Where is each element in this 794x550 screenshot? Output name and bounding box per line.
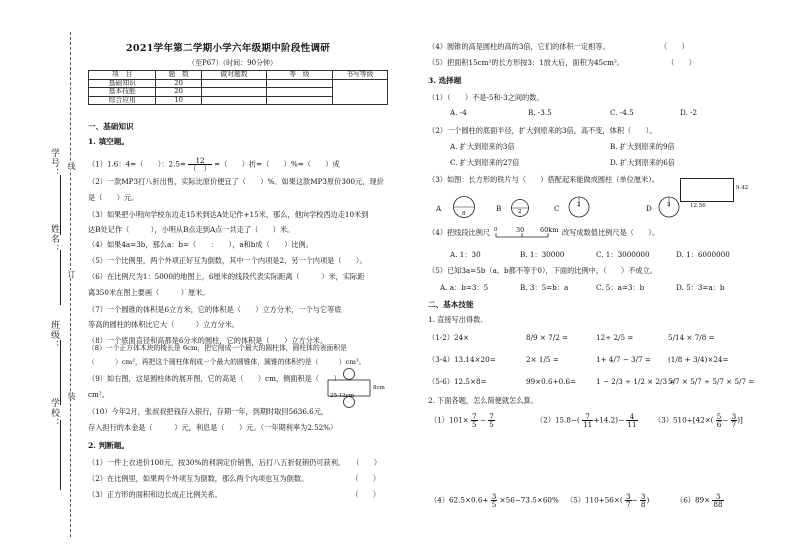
rectangle-figure: [680, 178, 734, 202]
choice-5-option-b[interactable]: B. 3：5=b：a: [520, 283, 569, 292]
fraction-denominator: 5: [489, 420, 494, 429]
question-10-line-1: （9）如右图，这是圆柱体的展开图，它的高是（ ）cm，侧面积是（ ）: [88, 374, 341, 383]
fraction-numerator: 5: [716, 412, 722, 421]
question-7-line-2: 等高的圆柱的体积比它大（ ）立方分米。: [88, 320, 239, 329]
margin-label-school: 学校：: [49, 398, 59, 428]
table-header-cell: 项 目: [89, 71, 156, 80]
fraction-numerator: 7: [582, 413, 593, 421]
score-table-header: [89, 71, 388, 80]
question-9-line-1: （8）一个正方体木块的棱长是 6cm，把它削成一个最大的圆柱体，圆柱体的表面积是: [88, 344, 347, 352]
net-width-label: 25.12cm: [330, 393, 355, 399]
fraction-denominator: 11: [627, 420, 637, 429]
choice-1-option-a[interactable]: A. -4: [450, 108, 467, 117]
calc-item: （5-6）12.5×8=: [428, 377, 487, 386]
part-heading-fill: 1. 填空题。: [88, 137, 129, 146]
table-cell[interactable]: [201, 88, 266, 97]
choice-1: （1）（ ）不是-5和-3之间的数。: [428, 93, 544, 102]
choice-5-option-a[interactable]: A. a：b=3：5: [440, 283, 489, 292]
fraction-numerator: 3: [625, 492, 631, 501]
simplify-text: （4）62.5×0.6+: [430, 495, 489, 505]
rectangle-height-label: 9.42: [736, 185, 749, 191]
margin-label-student-id: 学号：: [49, 148, 59, 178]
scale-label-30: 30: [516, 226, 525, 234]
page-title: 2021学年第二学期小学六年级期中阶段性调研: [126, 43, 331, 54]
simplify-2: （2）15.8−( $\frac{7}{11}$ +14.2)− $\frac{4}{11}$: [536, 412, 637, 429]
circle-c-value: 2: [577, 202, 581, 208]
question-2-line-1: （2）一款MP3打八折出售，实际比原价便宜了（ ）%。如果这款MP3原价300元，现价: [88, 177, 384, 186]
binding-margin: [0, 0, 82, 550]
section-heading-basics: 一、基础知识: [88, 122, 134, 131]
fraction-denominator: 11: [583, 420, 593, 429]
calc-item: 8/9 × 7/2 =: [526, 333, 569, 342]
table-cell[interactable]: [267, 88, 332, 97]
question-1: [88, 157, 340, 172]
margin-label-class: 班级：: [49, 320, 59, 350]
cylinder-net-figure: [318, 368, 380, 408]
school-blank[interactable]: [60, 420, 61, 490]
section-heading-skills: 二、基本技能: [428, 300, 474, 309]
name-blank[interactable]: [60, 250, 61, 305]
simplify-text: （5）110+56×(: [566, 495, 623, 505]
question-2-line-2: 是（ ）元。: [88, 193, 139, 202]
choice-4-option-a[interactable]: A. 1：30: [450, 250, 481, 259]
simplify-text: ×56−73.5×60%: [499, 495, 559, 505]
fraction-numerator: 7: [489, 412, 494, 421]
choice-4-option-d[interactable]: D. 1：6000000: [676, 250, 730, 259]
choice-4-option-b[interactable]: B. 1：30000: [520, 250, 565, 259]
choice-1-option-b[interactable]: B. -3.5: [528, 108, 552, 117]
choice-3: （3）如图：长方形的铁片与（ ）搭配起来能做成圆柱（单位厘米）。: [428, 175, 659, 184]
calc-item: 2× 1/5 =: [526, 355, 559, 364]
question-4: （4）如果4a=3b，那么a：b=（ ： ），a和b成（ ）比例。: [88, 240, 313, 249]
simplify-text: （2）15.8−(: [536, 415, 580, 425]
calc-item: 99×0.6+0.6=: [526, 377, 577, 386]
fraction-numerator: 7: [472, 412, 477, 421]
calc-item: （3-4）13.14×20=: [428, 355, 496, 364]
calc-item: （1-2）24×: [428, 333, 470, 342]
table-cell[interactable]: [201, 96, 266, 105]
fraction-denominator: 6: [716, 420, 722, 429]
margin-marker-bind: 订: [67, 270, 76, 278]
fraction-denominator: 5: [491, 500, 497, 509]
table-cell[interactable]: [267, 96, 332, 105]
question-10-line-2: cm²。: [88, 390, 109, 399]
calc-heading-direct: 1. 直接写出得数。: [428, 315, 488, 324]
circle-b-value: 2: [518, 209, 522, 215]
choice-2-option-a[interactable]: A. 扩大到原来的3倍: [450, 142, 515, 151]
fraction-numerator: 3: [491, 492, 497, 501]
judge-3: （3）正方形的面积和边长成正比例关系。 （ ）: [88, 490, 381, 499]
judge-1: （1）一件上衣进价100元，按30%的利润定价销售，后打八五折促销仍可获利。 （ ）: [88, 458, 382, 467]
question-3-line-2: 达B处记作（ ），小明从B点走到A点一共走了（ ）米。: [88, 225, 295, 234]
table-header-cell: 做对题数: [201, 71, 266, 80]
net-top-circle: [344, 369, 355, 380]
choice-5-option-d[interactable]: D. 5：3=a：b: [676, 283, 725, 292]
question-5: （5）一个比例里，两个外项正好互为倒数，其中一个内项是2，另一个内项是（ ）。: [88, 256, 367, 265]
calc-item: 1+ 4/7 − 3/7 =: [596, 355, 651, 364]
choice-2-option-b[interactable]: B. 扩大到原来的9倍: [610, 142, 675, 151]
calc-item: 12÷ 2/5 =: [596, 333, 634, 342]
question-11-line-1: （10）今年2月，张叔叔把钱存入银行，存期一年，到期时取回5636.6元，: [88, 407, 329, 416]
question-3-line-1: （3）如果把小明向学校东边走15米到达A处记作+15米，那么，他向学校西边走10米到: [88, 210, 369, 219]
simplify-3: （3）510÷[42×( $\frac{5}{6}$ − $\frac{3}{7}$ )]: [654, 412, 743, 429]
table-cell[interactable]: [332, 79, 387, 105]
question-6-line-2: 离350米在图上要画（ ）厘米。: [88, 288, 210, 297]
judge-5: （5）把面积15cm²的长方形按3：1放大后，面积为45cm²。 （ ）: [428, 58, 696, 67]
fraction-denominator: 88: [713, 500, 723, 509]
fraction-numerator: 3: [640, 492, 646, 501]
fraction: [731, 413, 738, 428]
calc-heading-simplify: 2. 下面各题，怎么简便就怎么算。: [428, 396, 538, 405]
fraction-denominator: （ ）: [189, 164, 211, 173]
score-table: [88, 70, 388, 105]
choice-2: （2）一个圆柱的底面半径，扩大到原来的3倍，高不变，体积（ ）。: [428, 126, 657, 135]
choice-3-option-d-label[interactable]: D: [646, 204, 652, 213]
question-7-line-1: （7）一个圆锥的体积是6立方米，它的体积是（ ）立方分米，一个与它等底: [88, 305, 342, 314]
calc-item: 1 − 2/3 ÷ 1/2 × 2/3 =: [596, 377, 676, 386]
table-cell[interactable]: [201, 79, 266, 88]
table-cell: 综合应用: [89, 96, 156, 105]
fraction: [582, 413, 593, 428]
fraction-numerator: 3: [731, 412, 737, 421]
table-cell[interactable]: [267, 79, 332, 88]
net-height-label: 8cm: [373, 385, 385, 391]
table-cell: 基础知识: [89, 79, 156, 88]
question-6-line-1: （6）在比例尺为1：5000的地图上，6厘米的线段代表实际距离（ ）米，实际距: [88, 272, 365, 281]
question-11-line-2: 存入担行的本金是（ ）元，利息是（ ）元。（一年期利率为2.52%）: [88, 423, 338, 432]
fraction: [491, 493, 498, 508]
fraction-numerator: 3: [712, 493, 723, 501]
circle-d-value: 3: [667, 202, 671, 208]
circle-a-value: 8: [462, 211, 466, 217]
choice-4-option-c[interactable]: C. 1：3000000: [596, 250, 650, 259]
fraction-numerator: 4: [626, 413, 637, 421]
margin-marker-line: 线: [67, 162, 76, 170]
fraction-denominator: 7: [625, 500, 631, 509]
calc-item: (1/8 + 3/4)×24=: [668, 355, 729, 364]
fraction-denominator: 8: [640, 500, 646, 509]
simplify-6: [676, 493, 724, 508]
judge-2: （2）在比例里，如果两个外项互为倒数，那么两个内项也互为倒数。 （ ）: [88, 474, 381, 483]
table-header-cell: 题 数: [156, 71, 201, 80]
fraction: [716, 413, 723, 428]
cut-line: [70, 32, 71, 537]
simplify-1: （1）101× $\frac{7}{5}$ − $\frac{7}{5}$: [430, 412, 494, 429]
table-header-cell: 书写等级: [332, 71, 387, 80]
fraction: [625, 493, 632, 508]
part-heading-choice: 3. 选择题: [428, 76, 462, 85]
table-cell: 基本技能: [89, 88, 156, 97]
choice-2-option-d[interactable]: D. 扩大到原来的6倍: [610, 158, 675, 167]
simplify-4: [430, 493, 559, 508]
table-cell: 20: [156, 79, 201, 88]
simplify-5: （5）110+56×( $\frac{3}{7}$ − $\frac{3}{8}$ ): [566, 492, 650, 509]
table-cell: 20: [156, 88, 201, 97]
fraction: [488, 413, 495, 428]
choice-4-suffix: 改写成数值比例尺是（ ）。: [562, 228, 660, 237]
fraction: [640, 493, 647, 508]
table-cell: 10: [156, 96, 201, 105]
simplify-text: （1）101×: [430, 415, 469, 425]
fraction: [712, 493, 723, 508]
calc-item: 5/7 × 5/7 ÷ 5/7 × 5/7 =: [668, 377, 755, 386]
fraction-numerator: 12: [188, 157, 212, 165]
fraction: [188, 157, 212, 172]
question-text: =（ ）折=（ ）%=（ ）成: [214, 159, 340, 169]
calc-item: 5/14 × 7/8 =: [668, 333, 715, 342]
rectangle-width-label: 12.56: [690, 203, 706, 209]
margin-label-name: 姓名：: [49, 224, 59, 254]
fraction-denominator: 7: [731, 420, 737, 429]
margin-marker-staple: 装: [67, 392, 76, 400]
fraction: [471, 413, 478, 428]
choice-4-prefix: （4）把线段比例尺: [428, 228, 491, 237]
page-subtitle: （至P67）（时间：90分钟）: [188, 59, 278, 67]
fraction-denominator: 5: [472, 420, 477, 429]
simplify-text: （3）510÷[42×(: [654, 415, 714, 425]
choice-5-option-c[interactable]: C. 5：a=3：b: [596, 283, 645, 292]
choice-3-option-a-label[interactable]: A: [436, 204, 442, 213]
table-header-cell: 等 级: [267, 71, 332, 80]
simplify-text: （6）89×: [676, 495, 711, 505]
question-8: （8）一个底面直径和高都是6分米的圆柱，它的体积是（ ）立方分米，: [88, 336, 328, 345]
part-heading-judge: 2. 判断题。: [88, 441, 129, 450]
choice-1-option-d[interactable]: D. -2: [680, 108, 698, 117]
scale-label-0: 0: [494, 227, 498, 233]
choice-2-option-c[interactable]: C. 扩大到原来的27倍: [450, 158, 520, 167]
choice-3-option-c-label[interactable]: C: [554, 204, 560, 213]
choice-1-option-c[interactable]: C. -4.5: [610, 108, 634, 117]
question-text: （1）1.6：4=（ ）：2.5=: [88, 159, 186, 169]
scale-label-60: 60km: [540, 226, 559, 234]
choice-3-option-b-label[interactable]: B: [496, 204, 502, 213]
fraction: [626, 413, 637, 428]
judge-4: （4）圆锥的高是圆柱的高的3倍，它们的体积一定相等。 （ ）: [428, 42, 689, 51]
choice-5: （5）已知3a=5b（a、b都不等于0），下面的比例中，（ ）不成立。: [428, 266, 657, 275]
class-blank[interactable]: [60, 340, 61, 405]
question-9-line-2: （ ）cm²，再把这个圆柱体削成一个最大的圆锥体，圆锥的体积约是（ ）cm³。: [88, 358, 366, 366]
